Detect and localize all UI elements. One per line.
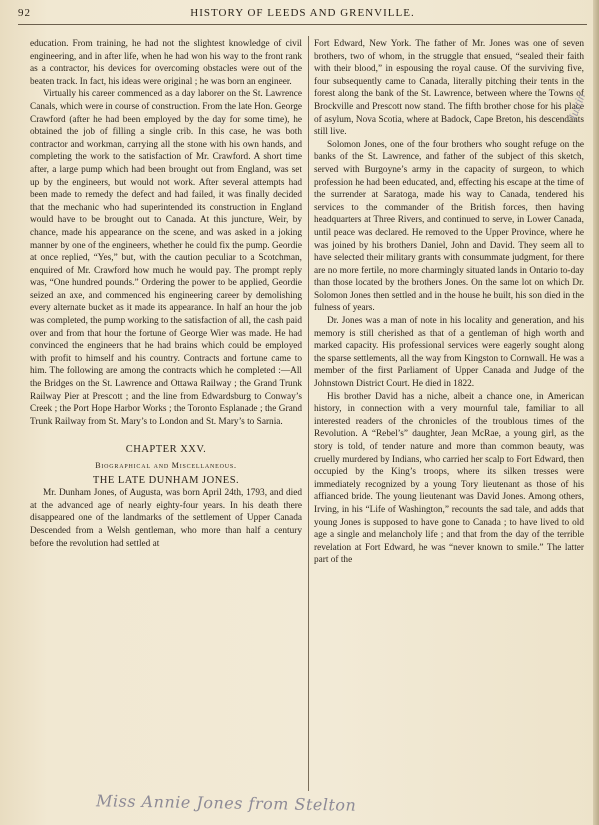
paragraph: Fort Edward, New York. The father of Mr. Jones was one of seven brothers, two of whom, in the struggle that ensued, “sealed their faith with their blood,” in espousing the royal cause. Of the surviving five, four subsequently came to Canada, literally pitching their tents in the forest along the bank of the St. Lawrence, between where the Towns of Brockville and Prescott now stand. The fifth brother chose for his place of asylum, Nova Scotia, where at Badock, Cape Breton, his descendants still live. — [314, 39, 584, 138]
right-column — [314, 38, 584, 567]
chapter-heading: CHAPTER XXV. — [125, 444, 207, 456]
column-divider — [308, 36, 309, 791]
page-number: 92 — [18, 7, 31, 19]
paragraph: Dr. Jones was a man of note in his locality and generation, and his memory is still cherished as that of a gentleman of high worth and marked capacity. His professional services were eagerly sought along the sparse settlements, all the way from Kingston to Cornwall. He was a member of the first Parliament of Upper Canada and Judge of the Johnstown District Court. He died in 1822. — [314, 316, 584, 390]
paragraph: His brother David has a niche, albeit a chance one, in American history, in connection with a very mournful tale, familiar to all interested readers of the chronicles of the troublous times of the Revolution. A “Rebel’s” daughter, Jean McRae, a young girl, as the story is told, of tender nature and more than common beauty, was cruelly murdered by Indians, who carried her scalp to Fort Edward, then occupied by the King’s troops, where its silken tresses were immediately recognized by a young Tory lieutenant as those of his affianced bride. The young lieutenant was David Jones. Among others, Irving, in his “Life of Washington,” recounts the sad tale, and adds that young Jones is supposed to have gone to Canada ; to have lived to old age a single and melancholy life ; and that from the day of the terrible revelation at Fort Edward, he was “never known to smile.” The latter part of the — [314, 391, 584, 566]
running-title: HISTORY OF LEEDS AND GRENVILLE. — [190, 7, 415, 19]
handwritten-footer-note: Miss Annie Jones from Stelton — [95, 791, 357, 815]
paragraph: Solomon Jones, one of the four brothers who sought refuge on the banks of the St. Lawrence, and father of the subject of this sketch, served with Burgoyne’s army in the capacity of surgeon, to which profession he had been educated, and, effecting his escape at the time of the surrender at Saratoga, made his way to Canada, tendered his services to the commander of the British forces, then having headquarters at Three Rivers, and continued to serve, in Lower Canada, until peace was declared. He removed to the Upper Province, where he was joined by his brothers Daniel, John and David. They seem all to have selected their military grants with consummate judgment, for there are no more fertile, no more charmingly situated lands in Ontario to-day than those located by the brothers Jones. On the same lot on which Dr. Solomon Jones then settled and in the house he built, his son died in the fulness of years. — [314, 139, 584, 314]
handwritten-margin-note: Justin — [565, 91, 588, 123]
paragraph: Mr. Dunham Jones, of Augusta, was born April 24th, 1793, and died at the advanced age of nearly eighty-four years. In his death there disappeared one of the landmarks of the settlement of Upper Canada Descended from a Welsh gentleman, who more than half a century before the revolution had settled at — [30, 488, 302, 549]
chapter-subheading: Biographical and Miscellaneous. — [95, 461, 237, 470]
paragraph: education. From training, he had not the slightest knowledge of civil engineering, and in after life, when he had won his way to the front rank as a contractor, his devices for overcoming obstacles were out of the beaten track. In fact, his ideas were original ; he was born an engineer. — [30, 39, 302, 87]
paragraph: Virtually his career commenced as a day laborer on the St. Lawrence Canals, which were in course of construction. From the late Hon. George Crawford (after he had been employed by the day for some time), he obtained the job of filling a single crib. In this case, he was both contractor and workman, carrying all the stone with his own hands, and completing the work to the satisfaction of Mr. Crawford. A short time after, a large pump which had been brought out from England, was set up by the engineers, but would not work. After several attempts had been made to remedy the defect and had failed, it was finally decided that the mechanic who had superintended its construction in England would have to be brought out to Canada. At this juncture, Weir, by chance, made his appearance on the scene, and was asked in a joking manner by one of the engineers, whether he could fix the pump. Geordie at once replied, “Yes,” but, with the caution peculiar to a Scotchman, enquired of Mr. Crawford how much he would pay. The prompt reply was, “One hundred pounds.” Ordering the power to be applied, Geordie seized an axe, and commenced his engineering career by demolishing every alternate bucket as it made its appearance. In half an hour the job was completed, the pump working to the satisfaction of all, the cash paid over and from that hour the fortune of George Wier was made. He had convinced the engineers that he had brains which could be employed with profit to himself and his country. Contracts and fortune came to him. The following are among the contracts which he completed :—All the Bridges on the St. Lawrence and Ottawa Railway ; the Grand Trunk Railway Pier at Prescott ; and the line from Edwardsburg to Conway’s Creek ; the Port Hope Harbor Works ; the Toronto Esplanade ; the Grand Trunk Railway from St. Mary’s to London and St. Mary’s to Sarnia. — [30, 89, 302, 427]
left-column — [30, 38, 302, 550]
section-title: THE LATE DUNHAM JONES. — [92, 474, 240, 486]
page-header — [18, 6, 587, 25]
